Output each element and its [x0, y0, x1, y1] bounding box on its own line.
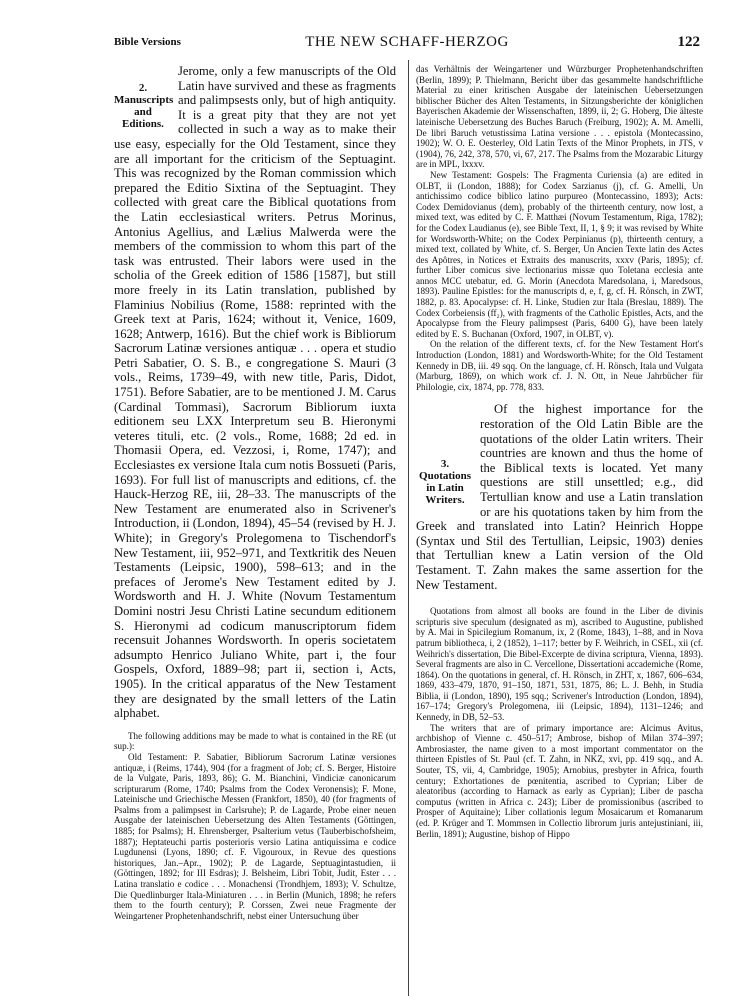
notes-new-testament: New Testament: Gospels: The Fragmenta Curiensia (a) are edited in OLBT, ii (London, 1888); for Codex Sarzianus (j), cf. G. Amelli, Un antichissimo codice biblico latino purpureo (Montecassino, 1893); Acts: Codex Demidovianus (dem), probably of the thirteenth century, now lost, a mixed text, was edited by C. F. Matthæi (Novum Testamentum, Riga, 1782); for the Codex Laudianus (e), see Bible Text, II, 1, § 9; it was revised by White for Wordsworth-White; on the Codex Perpinianus (p), thirteenth century, a mixed text, collated by White, cf. S. Berger, Un Ancien Texte latin des Actes des Apôtres, in Notices et Extraits des manuscrits, xxxv (Paris, 1895); cf. further Liber comicus sive lectionarius missæ quo Toletana ecclesia ante annos MCC utebatur, ed. G. Morin (Anecdota Maredsolana, i, Maredsous, 1893). Pauline Epistles: for the manuscripts d, e, f, g, cf. H. Rönsch, in ZWT, 1882, p. 83. Apocalypse: cf. H. Linke, Studien zur Itala (Breslau, 1889). The Codex Corbeiensis (ff₂), with fragments of the Catholic Epistles, Acts, and the Apocalypse from the Fleury palimpsest (Paris, 6400 G), have been lately edited by E. S. Buchanan (Oxford, 1907, in OLBT, v). [416, 169, 703, 339]
notes-old-testament: Old Testament: P. Sabatier, Bibliorum Sacrorum Latinæ versiones antiquæ, i (Reims, 1744), 904 (for a fragment of Job; cf. S. Berger, Histoire de la Vulgate, Paris, 1893, 86); G. M. Bianchini, Vindiciæ canonicarum scripturarum (Rome, 1740; Psalms from the Codex Veronensis); F. Mone, Lateinische und Griechische Messen (Frankfort, 1850), 40 (for fragments of Psalms from a palimpsest in Carlsruhe); P. de Lagarde, Probe einer neuen Ausgabe der lateinischen Uebersetzung des Alten Testaments (Göttingen, 1885; for Psalms); H. Ehrensberger, Psalterium vetus (Tauberbischofsheim, 1887); Heptateuchi partis posterioris versio Latina antiquissima e codice Lugdunensi (Lyons, 1890; cf. F. Vigouroux, in Revue des questions historiques, Jan.–Apr., 1902); P. de Lagarde, Septuagintastudien, ii (Göttingen, 1892; for III Esdras); J. Belsheim, Libri Tobit, Judit, Ester . . . Latina translatio e codice . . . Monachensi (Trondhjem, 1893); V. Schultze, Die Quedlinburger Itala-Miniaturen . . . in Berlin (Munich, 1898; he refers them to the fourth century); P. Corssen, Zwei neue Fragmente der Weingartener Prophetenhandschrift, nebst einer Untersuchung über [114, 751, 396, 921]
column-divider [408, 60, 409, 996]
left-column [114, 64, 396, 999]
side-heading-manuscripts: 2. Manuscripts and Editions. [114, 82, 174, 130]
paragraph-old-latin-manuscripts: Jerome, only a few manuscripts of the Old Latin have survived and these as fragments and palimpsests only, but of high antiquity. It is a great pity that they are not yet collected in such a way as to make their use easy, especially for the Old Testament, since they are all important for the criticism of the Septuagint. This was recognized by the Roman commission which prepared the Editio Sixtina of the Septuagint. They collected with great care the Biblical quotations from the Latin ecclesiastical writers. Petrus Morinus, Antonius Agellius, and Lælius Malwerda were the members of the commission to whom this part of the task was entrusted. Their labors were used in the scholia of the Greek edition of 1586 [1587], but still more freely in its Latin translation, published by Flaminius Nobilius (Rome, 1588: reprinted with the Greek text at Paris, 1624; without it, Venice, 1609, 1628; Antwerp, 1616). But the chief work is Bibliorum Sacrorum Latinæ versiones antiquæ . . . opera et studio Petri Sabatier, O. S. B., e congregatione S. Mauri (3 vols., Reims, 1739–49, with new title, Paris, Didot, 1751). Before Sabatier, are to be mentioned J. M. Carus (Cardinal Tommasi), Sacrorum Bibliorum iuxta editionem seu LXX Interpretum seu B. Hieronymi veteres tituli, etc. (2 vols., Rome, 1688; 2d ed. in Thomasii Opera, ed. Vezzosi, i, Rome, 1747); and Ecclesiastes ex versione Itala cum notis Bossueti (Paris, 1693). For full list of manuscripts and editions, cf. the Hauck-Herzog RE, iii, 28–33. The manuscripts of the New Testament are enumerated also in Scrivener's Introduction, ii (London, 1894), 45–54 (revised by H. J. White); in Gregory's Prolegomena to Tischendorf's New Testament, iii, 952–971, and Textkritik des Neuen Testaments (Leipsic, 1900), 598–613; and in the prefaces of Jerome's New Testament edited by J. Wordsworth and H. J. White (Novum Testamentum Domini nostri Jesu Christi Latine secundum editionem S. Hieronymi ad codicum manuscriptorum fidem recensuit Johannes Wordsworth. In operis societatem adsumpto Henrico Juliano White, part i, the four Gospels, Oxford, 1889–98; part ii, section i, Acts, 1905). In the critical apparatus of the New Testament they are designated by the small letters of the Latin alphabet. [114, 64, 396, 721]
page-number: 122 [677, 34, 700, 50]
running-head-title: THE NEW SCHAFF-HERZOG [305, 34, 509, 50]
notes-quotations: Quotations from almost all books are found in the Liber de divinis scripturis sive speculum (designated as m), ascribed to Augustine, published by A. Mai in Spicilegium Romanum, ix, 2 (Rome, 1843), 1–88, and in Nova patrum bibliotheca, i, 2 (1852), 1–117; better by F. Weihrich, in CSEL, xii (cf. Weihrich's dissertation, Die Bibel-Excerpte de divina scriptura, Vienna, 1893). Several fragments are also in C. Vercellone, Dissertationi accademiche (Rome, 1864). On the quotations in general, cf. H. Rönsch, in ZHT, x, 1867, 606–634, 1869, 433–479, 1870, 91–150, 1871, 531, 1875, 86; L. J. Behh, in Studia Biblia, ii (London, 1890), 195 sqq.; Scrivener's Introduction (London, 1894), 167–174; Gregory's Prolegomena, iii (Leipsic, 1894), 1131–1246; and Kennedy, in DB, 52–53. [416, 606, 703, 723]
paragraph-quotations: Of the highest importance for the restoration of the Old Latin Bible are the quotations of the older Latin writers. Their countries are known and thus the home of the Biblical texts is located. Yet many questions are still unsettled; e.g., did Tertullian know and use a Latin translation or are his quotations taken by him from the Greek and translated into Latin? Heinrich Hoppe (Syntax und Stil des Tertullian, Leipsic, 1903) denies that Tertullian knew a Latin version of the Old Testament. T. Zahn makes the same assertion for the New Testament. [416, 402, 703, 592]
notes-intro: The following additions may be made to what is contained in the RE (ut sup.): [114, 730, 396, 752]
running-head [114, 34, 700, 52]
running-head-section: Bible Versions [114, 36, 181, 48]
notes-relation-of-texts: On the relation of the different texts, cf. for the New Testament Hort's Introduction (London, 1881) and Wordsworth-White; for the Old Testament Kennedy in DB, iii. 49 sqq. On the language, cf. H. Rönsch, Itala und Vulgata (Marburg, 1869), on which work cf. J. N. Ott, in Neue Jahrbücher für Philologie, cix, 1874, pp. 778, 833. [416, 339, 703, 392]
section-spacer [114, 721, 396, 731]
side-heading-quotations: 3. Quotations in Latin Writers. [419, 458, 471, 507]
section-spacer [416, 592, 703, 606]
right-column [416, 64, 703, 999]
notes-old-testament-continued: das Verhältnis der Weingartener und Würzburger Prophetenhandschriften (Berlin, 1899); P. Thielmann, Bericht über das gesammelte handschriftliche Material zu einer kritischen Ausgabe der lateinischen Uebersetzungen biblischer Bücher des Alten Testaments, in Sitzungsberichte der königlichen Bayerischen Akademie der Wissenschaften, 1899, ii, 2; G. Hoberg, Die älteste lateinische Uebersetzung des Buches Baruch (Freiburg, 1902); A. M. Amelli, De libri Baruch vetustissima Latina versione . . . epistola (Montecassino, 1902); W. O. E. Oesterley, Old Latin Texts of the Minor Prophets, in JTS, v (1904), 76, 242, 378, 570, vi, 67, 217. The Psalms from the Mozarabic Liturgy are in MPL, lxxxv. [416, 64, 703, 170]
notes-primary-writers: The writers that are of primary importance are: Alcimus Avitus, archbishop of Vienne c. 450–517; Ambrose, bishop of Milan 374–397; Ambrosiaster, the name given to a most important commentator on the thirteen Epistles of St. Paul (cf. T. Zahn, in NKZ, xvi, pp. 419 sqq., and A. Souter, TS, vii, 4, Cambridge, 1905); Arnobius, presbyter in Africa, fourth century; Exhortationes de pœnitentia, ascribed to Cyprian; Liber de aleatoribus (according to Harnack as early as Cyprian); Liber de pascha computus (written in Africa c. 243); Liber de promissionibus (ascribed to Prosper of Aquitaine); Liber collationis legum Mosaicarum et Romanarum (ed. P. Krüger and T. Mommsen in Collectio librorum juris antejustiniani, iii, Berlin, 1891); Augustine, bishop of Hippo [416, 722, 703, 839]
section-spacer [416, 392, 703, 402]
